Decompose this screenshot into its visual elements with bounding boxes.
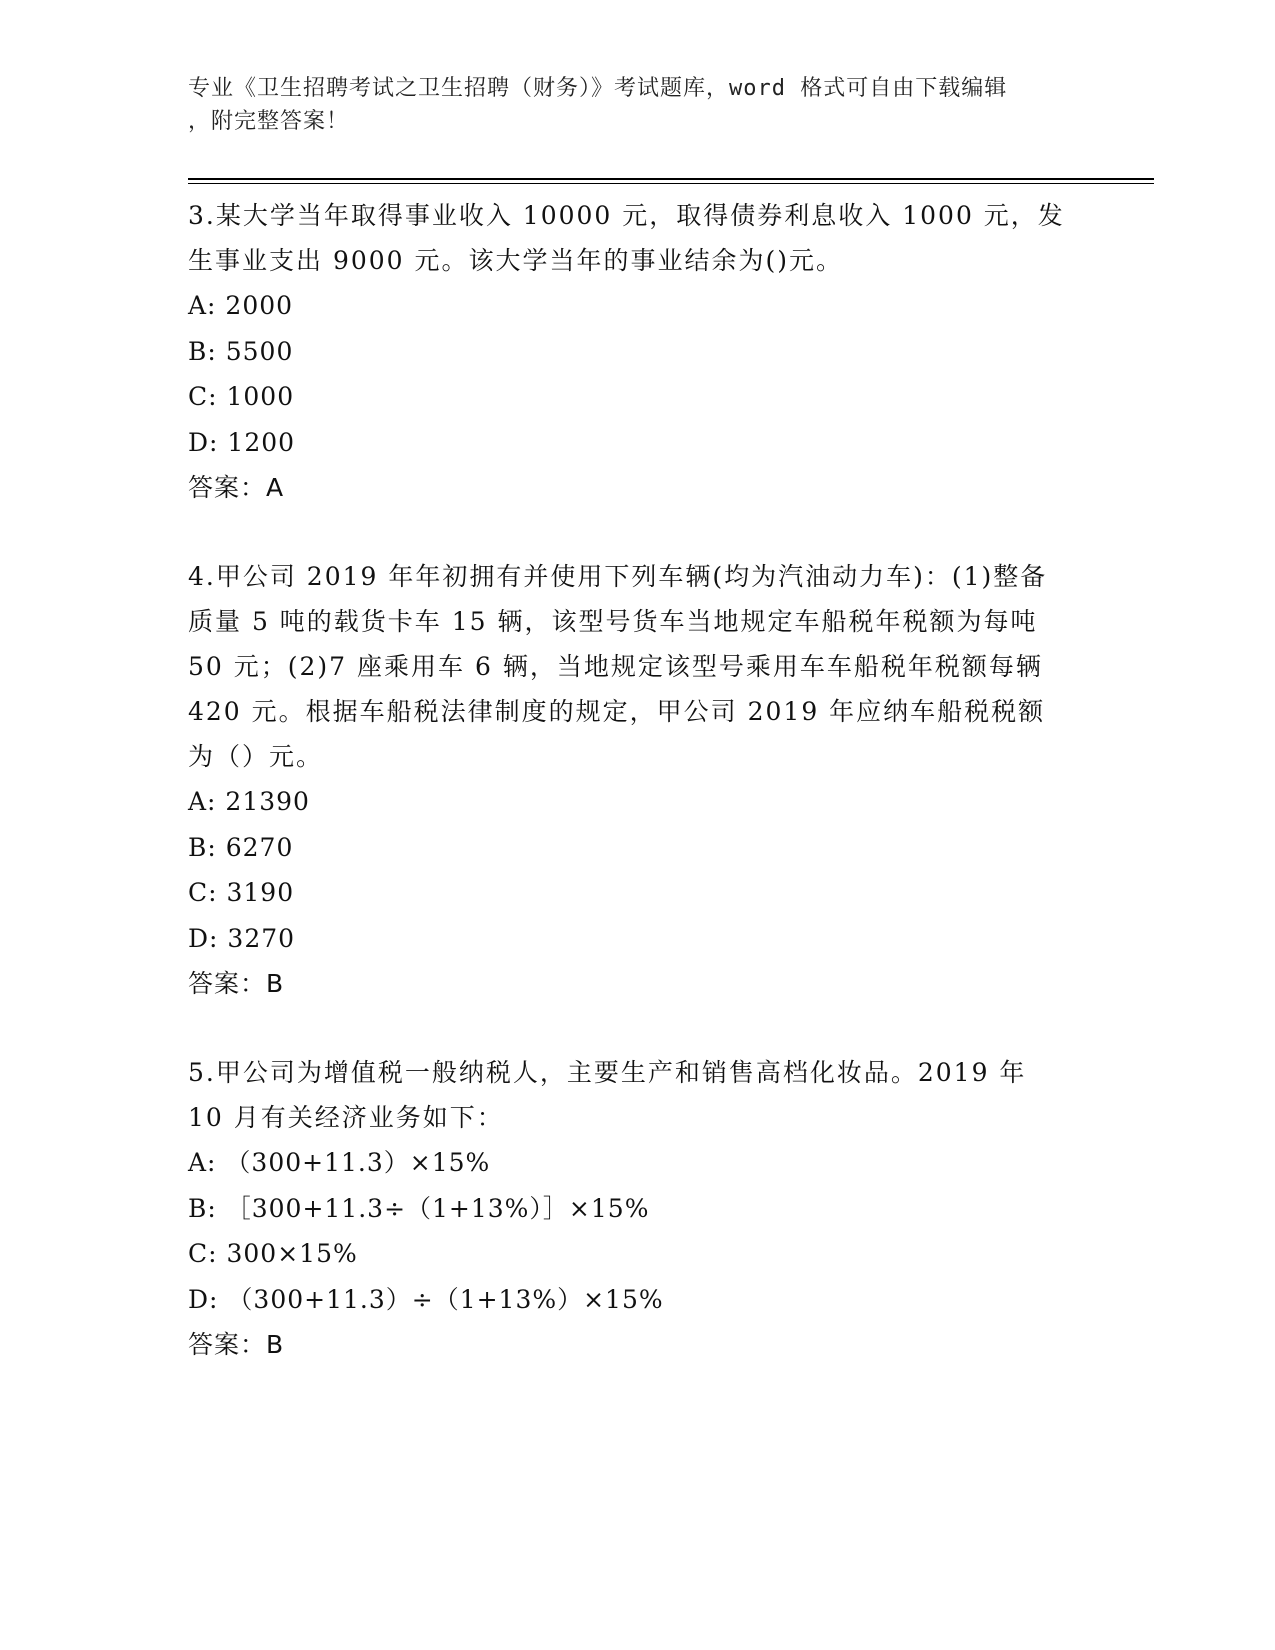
document-header [188, 72, 1068, 138]
question-5 [188, 1050, 1088, 1367]
option-d: D: 1200 [188, 427, 296, 457]
question-4 [188, 554, 1088, 1006]
option-c: C: 300×15% [188, 1239, 358, 1268]
answer-label: 答案：B [188, 969, 285, 998]
option-d: D: （300+11.3）÷（1+13%）×15% [188, 1284, 664, 1314]
question-text: 3.某大学当年取得事业收入 10000 元，取得债券利息收入 1000 元，发生事业支出 9000 元。该大学当年的事业结余为()元。 [188, 201, 1065, 275]
option-b: B: ［300+11.3÷（1+13%）］×15% [188, 1193, 650, 1223]
option-b: B: 5500 [188, 336, 294, 366]
option-a: A: 2000 [188, 291, 294, 320]
option-a: A: （300+11.3）×15% [188, 1148, 491, 1177]
option-d: D: 3270 [188, 923, 296, 953]
answer-label: 答案：A [188, 473, 285, 502]
question-3 [188, 193, 1088, 510]
option-c: C: 1000 [188, 382, 295, 411]
header-divider-thin [188, 183, 1154, 184]
question-text: 5.甲公司为增值税一般纳税人，主要生产和销售高档化妆品。2019 年 10 月有关经济业务如下： [188, 1058, 1027, 1132]
option-b: B: 6270 [188, 832, 294, 862]
answer-label: 答案：B [188, 1330, 285, 1359]
question-text: 4.甲公司 2019 年年初拥有并使用下列车辆(均为汽油动力车)：(1)整备质量 5 吨的载货卡车 15 辆，该型号货车当地规定车船税年税额为每吨 50 元；(2)7 座乘用车 6 辆，当地规定该型号乘用车车船税年税额每辆 420 元。根据车船税法律制度的规定，甲公司 2019 年应纳车船税税额为（）元。 [188, 562, 1048, 771]
question-list [188, 193, 1088, 1411]
option-c: C: 3190 [188, 878, 295, 907]
header-line-1: 专业《卫生招聘考试之卫生招聘（财务）》考试题库，word 格式可自由下载编辑 [188, 76, 1008, 101]
header-line-2: ，附完整答案！ [188, 109, 350, 134]
option-a: A: 21390 [188, 787, 310, 816]
header-divider-thick [188, 178, 1154, 180]
